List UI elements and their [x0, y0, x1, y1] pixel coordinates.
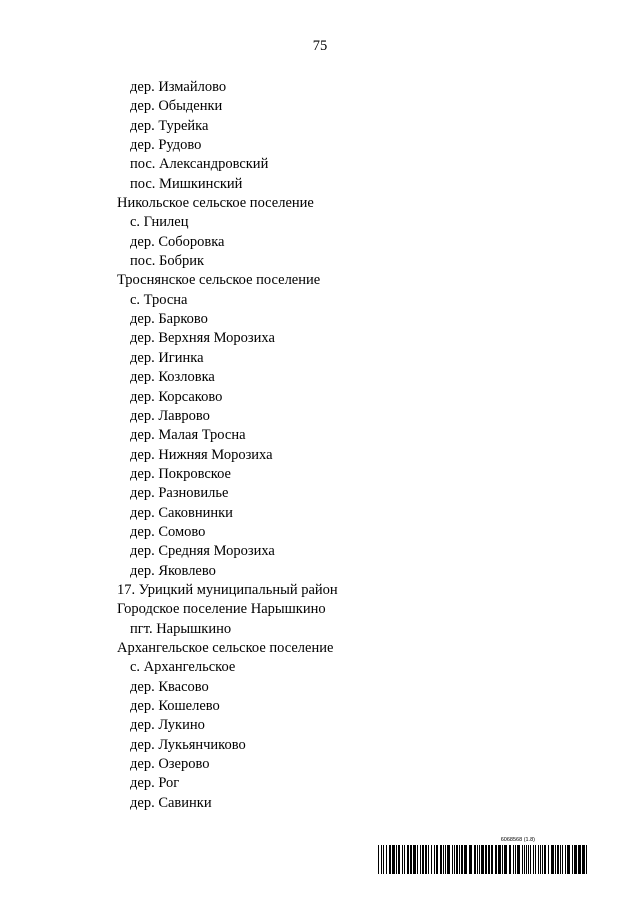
barcode-bar — [542, 845, 543, 874]
section-heading: Никольское сельское поселение — [117, 195, 314, 212]
barcode-bar — [533, 845, 534, 874]
barcode-bar — [436, 845, 438, 874]
barcode-bar — [548, 845, 549, 874]
barcode-bar — [386, 845, 387, 874]
settlement-item: дер. Лукино — [130, 717, 205, 734]
barcode-bar — [572, 845, 573, 874]
barcode-bar — [477, 845, 478, 874]
barcode-bar — [526, 845, 527, 874]
barcode-bar — [407, 845, 409, 874]
barcode-bar — [544, 845, 546, 874]
settlement-item: дер. Озерово — [130, 756, 210, 773]
settlement-item: дер. Сомово — [130, 523, 206, 540]
barcode-bar — [578, 845, 581, 874]
barcode-bar — [560, 845, 561, 874]
settlement-item: с. Гнилец — [130, 214, 189, 231]
barcode-bar — [389, 845, 391, 874]
barcode-bar — [513, 845, 514, 874]
settlement-item: дер. Корсаково — [130, 388, 223, 405]
settlement-item: дер. Турейка — [130, 117, 209, 134]
settlement-item: дер. Рудово — [130, 137, 202, 154]
settlement-item: дер. Яковлево — [130, 562, 216, 579]
settlement-item: дер. Соборовка — [130, 233, 225, 250]
barcode-bar — [504, 845, 507, 874]
section-heading: 17. Урицкий муниципальный район — [117, 581, 338, 598]
settlement-item: дер. Средняя Морозиха — [130, 543, 275, 560]
barcode-bar — [540, 845, 541, 874]
barcode-bar — [574, 845, 577, 874]
barcode-bar — [479, 845, 480, 874]
barcode-bar — [565, 845, 566, 874]
barcode-bar — [392, 845, 395, 874]
settlement-item: дер. Игинка — [130, 349, 204, 366]
barcode-bar — [440, 845, 442, 874]
barcode-bar — [469, 845, 472, 874]
barcode-bar — [555, 845, 556, 874]
barcode-bar — [567, 845, 570, 874]
settlement-item: дер. Малая Тросна — [130, 427, 246, 444]
settlement-item: дер. Савинки — [130, 794, 212, 811]
barcode-block — [378, 837, 590, 874]
barcode-image — [378, 845, 590, 874]
barcode-bar — [428, 845, 429, 874]
settlement-item: пос. Александровский — [130, 156, 269, 173]
barcode-bar — [517, 845, 520, 874]
barcode-bar — [535, 845, 536, 874]
barcode-bar — [454, 845, 455, 874]
barcode-bar — [445, 845, 446, 874]
settlement-item: дер. Кошелево — [130, 698, 220, 714]
barcode-bar — [434, 845, 435, 874]
settlement-item: пгт. Нарышкино — [130, 620, 232, 637]
settlement-item: дер. Барково — [130, 311, 208, 328]
settlement-list — [117, 78, 338, 813]
barcode-bar — [509, 845, 511, 874]
barcode-bar — [530, 845, 531, 874]
barcode-bar — [443, 845, 444, 874]
barcode-bar — [488, 845, 490, 874]
barcode-bar — [413, 845, 416, 874]
section-heading: Городское поселение Нарышкино — [117, 601, 326, 618]
barcode-bar — [381, 845, 382, 874]
barcode-bar — [396, 845, 397, 874]
barcode-bar — [538, 845, 539, 874]
barcode-bar — [410, 845, 412, 874]
barcode-bar — [495, 845, 497, 874]
barcode-bar — [502, 845, 503, 874]
settlement-item: пос. Бобрик — [130, 253, 205, 270]
settlement-item: пос. Мишкинский — [130, 175, 243, 192]
barcode-bar — [586, 845, 587, 874]
settlement-item: с. Архангельское — [130, 659, 236, 676]
settlement-item: дер. Измайлово — [130, 79, 227, 95]
barcode-bar — [420, 845, 421, 874]
settlement-item: дер. Нижняя Морозиха — [130, 446, 273, 463]
barcode-bar — [491, 845, 493, 874]
barcode-bar — [474, 845, 476, 874]
settlement-item: дер. Козловка — [130, 369, 215, 386]
settlement-item: с. Тросна — [130, 291, 188, 308]
settlement-item: дер. Саковнинки — [130, 504, 233, 521]
settlement-item: дер. Рог — [130, 775, 180, 792]
page-number: 75 — [312, 38, 328, 54]
barcode-bar — [456, 845, 458, 874]
barcode-bar — [431, 845, 432, 874]
section-heading: Троснянское сельское поселение — [117, 272, 321, 289]
settlement-item: дер. Покровское — [130, 465, 231, 482]
barcode-bar — [498, 845, 501, 874]
barcode-bar — [425, 845, 427, 874]
settlement-item: дер. Разновилье — [130, 485, 229, 502]
section-heading: Архангельское сельское поселение — [117, 639, 334, 656]
barcode-bar — [522, 845, 523, 874]
barcode-bar — [582, 845, 585, 874]
barcode-bar — [524, 845, 525, 874]
barcode-bar — [402, 845, 403, 874]
settlement-item: дер. Квасово — [130, 678, 209, 695]
barcode-bar — [557, 845, 559, 874]
barcode-bar — [404, 845, 405, 874]
barcode-bar — [481, 845, 484, 874]
barcode-bar — [551, 845, 554, 874]
settlement-item: дер. Лаврово — [130, 407, 210, 424]
barcode-bar — [485, 845, 487, 874]
barcode-bar — [417, 845, 418, 874]
barcode-bar — [464, 845, 467, 874]
barcode-bar — [459, 845, 460, 874]
barcode-bar — [383, 845, 384, 874]
barcode-bar — [515, 845, 516, 874]
barcode-bar — [528, 845, 529, 874]
barcode-bar — [447, 845, 450, 874]
barcode-bar — [422, 845, 424, 874]
barcode-bar — [461, 845, 463, 874]
settlement-item: дер. Лукьянчиково — [130, 736, 246, 753]
barcode-bar — [378, 845, 379, 874]
settlement-item: дер. Обыденки — [130, 98, 223, 115]
barcode-bar — [452, 845, 453, 874]
barcode-bar — [562, 845, 563, 874]
barcode-bar — [398, 845, 400, 874]
barcode-caption: 6068568 (1.8) — [500, 837, 535, 843]
settlement-item: дер. Верхняя Морозиха — [130, 330, 275, 347]
